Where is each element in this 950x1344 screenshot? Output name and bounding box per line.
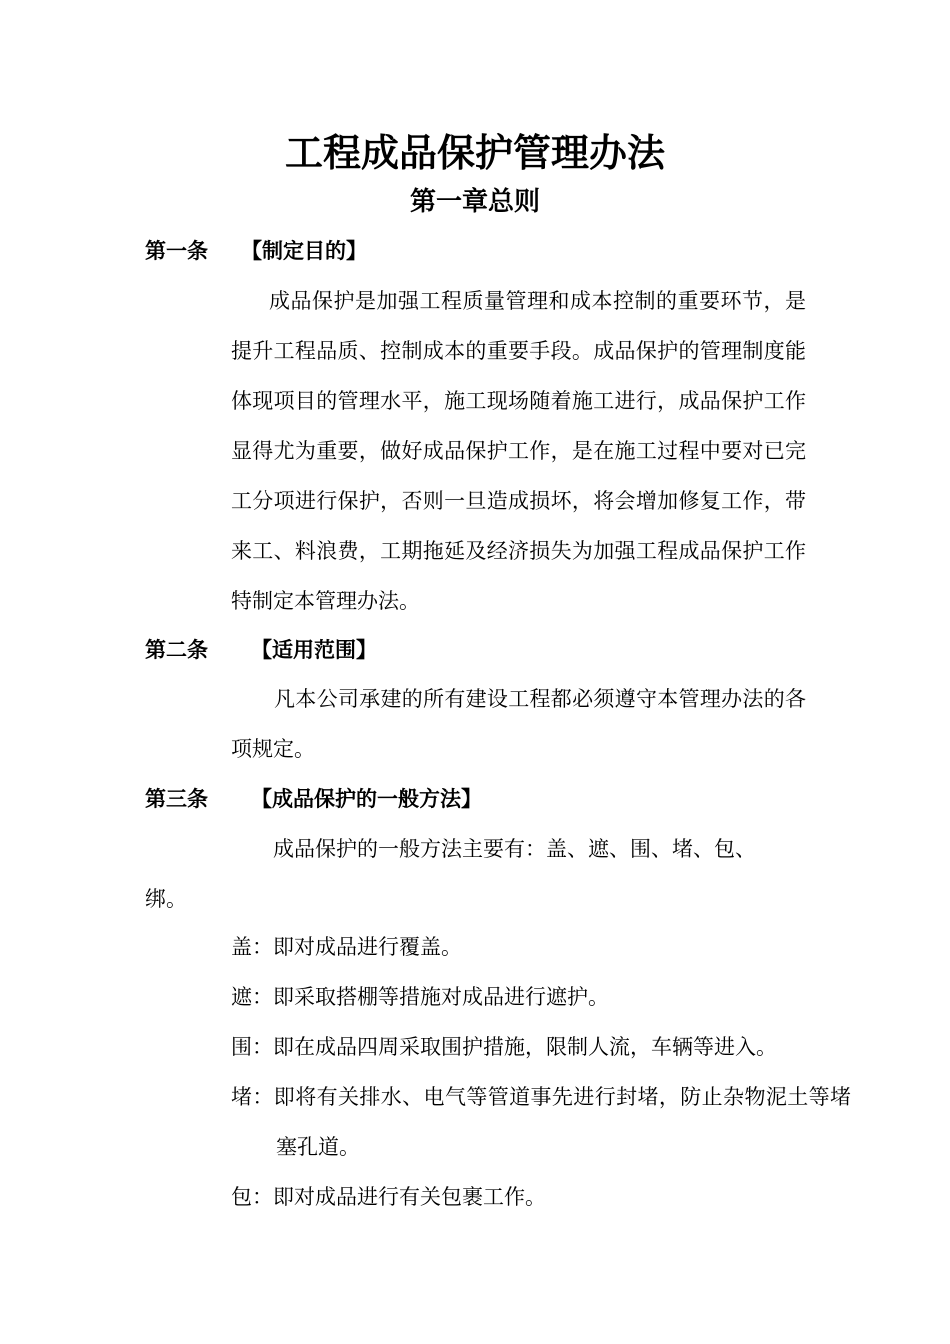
method-label: 盖： xyxy=(231,935,273,959)
document-title: 工程成品保护管理办法 xyxy=(284,130,665,175)
method-item-wei xyxy=(231,1022,806,1072)
article-3-heading xyxy=(145,784,482,814)
method-item-bao xyxy=(231,1172,806,1222)
method-text: 即采取搭棚等措施对成品进行遮护。 xyxy=(273,985,609,1009)
method-item-gai xyxy=(231,922,806,972)
article-2-number: 第二条 xyxy=(145,638,208,662)
article-1-number: 第一条 xyxy=(145,239,208,263)
article-3-body-line-2: 绑。 xyxy=(145,887,187,911)
method-text: 即将有关排水、电气等管道事先进行封堵，防止杂物泥土等堵塞孔道。 xyxy=(273,1085,852,1159)
method-text: 即在成品四周采取围护措施，限制人流，车辆等进入。 xyxy=(273,1035,777,1059)
method-text: 即对成品进行覆盖。 xyxy=(273,935,462,959)
article-1-body: 成品保护是加强工程质量管理和成本控制的重要环节，是提升工程品质、控制成本的重要手段。成品保护的管理制度能体现项目的管理水平，施工现场随着施工进行，成品保护工作显得尤为重要，做好成品保护工作，是在施工过程中要对已完工分项进行保护，否则一旦造成损坏，将会增加修复工作，带来工、料浪费，工期拖延及经济损失为加强工程成品保护工作特制定本管理办法。 xyxy=(231,289,806,613)
article-2-body: 凡本公司承建的所有建设工程都必须遵守本管理办法的各项规定。 xyxy=(231,687,806,761)
method-label: 堵： xyxy=(231,1085,274,1109)
method-label: 包： xyxy=(231,1185,273,1209)
article-1-title: 【制定目的】 xyxy=(241,239,367,263)
article-2-title: 【适用范围】 xyxy=(251,638,377,662)
chapter-heading: 第一章总则 xyxy=(409,187,540,217)
method-label: 围： xyxy=(231,1035,273,1059)
article-2-heading xyxy=(145,635,377,665)
method-item-du xyxy=(231,1072,851,1172)
article-3-title: 【成品保护的一般方法】 xyxy=(251,787,482,811)
article-1-heading xyxy=(145,236,367,266)
article-3-number: 第三条 xyxy=(145,787,208,811)
method-label: 遮： xyxy=(231,985,273,1009)
method-text: 即对成品进行有关包裹工作。 xyxy=(273,1185,546,1209)
method-item-zhe xyxy=(231,972,806,1022)
article-3-body-line-1: 成品保护的一般方法主要有：盖、遮、围、堵、包、 xyxy=(273,837,756,861)
